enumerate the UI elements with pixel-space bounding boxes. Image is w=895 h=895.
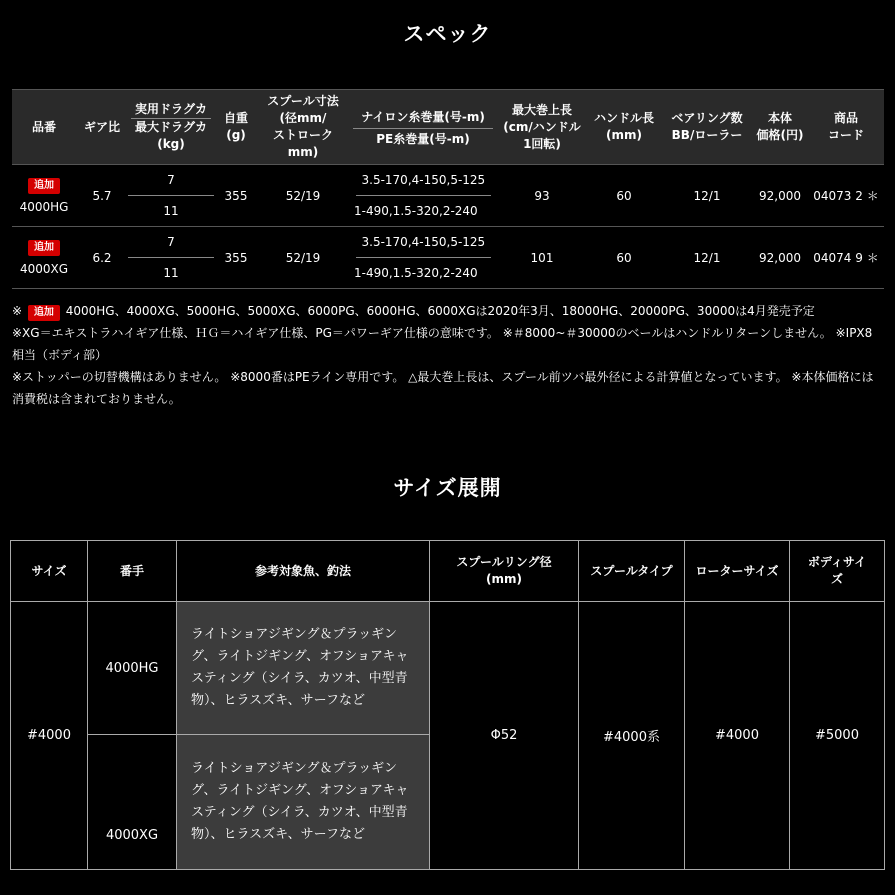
note-1-text: 4000HG、4000XG、5000HG、5000XG、6000PG、6000HG、6000XGは2020年3月、18000HG、20000PG、30000は4月発売予定 — [65, 304, 815, 318]
model-cell — [12, 227, 76, 288]
line-capacity — [348, 165, 498, 226]
pe-capacity: 1-490,1.5-320,2-240 — [354, 265, 478, 280]
weight: 355 — [224, 250, 248, 265]
number-4000hg: 4000HG — [88, 602, 177, 735]
header-drag-practical: 実用ドラグカ — [131, 101, 211, 119]
size-header-ring — [430, 541, 579, 602]
added-badge: 追加 — [28, 178, 60, 194]
note-3: ※ストッパーの切替機構はありません。 ※8000番はPEライン専用です。 △最大巻上長は、スプール前ツバ最外径による計算値となっています。 ※本体価格には消費税は含まれておりません。 — [12, 370, 874, 406]
size-header-number: 番手 — [88, 541, 177, 602]
spec-header-row — [12, 89, 884, 164]
drag-max: 11 — [163, 266, 179, 280]
spec-title: スペック — [403, 22, 492, 46]
size-header-ring-2: (mm) — [486, 572, 522, 586]
note-1 — [12, 300, 884, 322]
handle-length: 60 — [616, 250, 632, 265]
size-header-target: 参考対象魚、釣法 — [177, 541, 430, 602]
header-drag-max: 最大ドラグカ — [134, 120, 207, 134]
header-handle-2: (mm) — [606, 128, 642, 142]
product-code: 04073 2 ＊ — [813, 189, 879, 203]
header-handle-1: ハンドル長 — [593, 111, 654, 125]
header-pe: PE糸巻量(号-m) — [376, 131, 470, 146]
target-4000hg: ライトショアジギング＆プラッギング、ライトジギング、オフショアキャスティング（シイラ、カツオ、中型青物）、ヒラスズキ、サーフなど — [177, 602, 430, 735]
note-2: ※XG＝エキストラハイギア仕様、ＨＧ＝ハイギア仕様、PG＝パワーギア仕様の意味です。 ※＃8000~＃30000のベールはハンドルリターンしません。 ※IPX8相当（ボディ部） — [12, 326, 873, 362]
header-winding-2: (cm/ハンドル — [503, 119, 581, 134]
header-nylon: ナイロン糸巻量(号-m) — [353, 107, 493, 129]
target-4000xg: ライトショアジギング＆プラッギング、ライトジギング、オフショアキャスティング（シイラ、カツオ、中型青物）、ヒラスズキ、サーフなど — [177, 735, 430, 869]
spec-notes — [12, 300, 884, 410]
drag-max: 11 — [163, 204, 179, 218]
bearings: 12/1 — [693, 250, 721, 265]
header-winding-3: 1回転) — [523, 136, 561, 151]
note-1-prefix: ※ — [12, 304, 23, 318]
header-line — [348, 90, 498, 164]
model-name: 4000HG — [19, 199, 69, 214]
product-code: 04074 9 ＊ — [813, 251, 879, 265]
line-capacity — [348, 227, 498, 288]
size-header-size: サイズ — [11, 541, 88, 602]
winding-length: 93 — [534, 188, 550, 203]
handle-length: 60 — [616, 188, 632, 203]
gear-ratio: 5.7 — [92, 188, 112, 203]
number-4000xg: 4000XG — [88, 735, 177, 869]
header-handle — [586, 90, 662, 164]
model-cell — [12, 165, 76, 226]
size-header-rotor: ローターサイズ — [685, 541, 790, 602]
price: 92,000 — [759, 250, 801, 265]
header-spool-3: ストロークmm) — [272, 128, 333, 159]
drag-practical: 7 — [128, 165, 214, 196]
spec-row-4000hg — [12, 164, 884, 226]
drag-practical: 7 — [128, 227, 214, 258]
ring-diameter: Φ52 — [430, 602, 579, 869]
price: 92,000 — [759, 188, 801, 203]
header-price — [752, 90, 808, 164]
header-drag — [128, 90, 214, 164]
header-spool-1: スプール寸法 — [267, 94, 339, 108]
spec-row-4000xg — [12, 226, 884, 289]
spool-size: 52/19 — [285, 250, 321, 265]
header-weight — [214, 90, 258, 164]
header-winding — [498, 90, 586, 164]
header-code-2: コード — [827, 128, 864, 142]
header-weight-label: 自重 — [223, 111, 248, 125]
gear-ratio: 6.2 — [92, 250, 112, 265]
size-table — [10, 540, 885, 870]
size-header-body: ボディサイズ — [790, 541, 884, 602]
body-size: #5000 — [815, 728, 859, 743]
bearings: 12/1 — [693, 188, 721, 203]
header-bearing-1: ベアリング数 — [671, 111, 743, 125]
pe-capacity: 1-490,1.5-320,2-240 — [354, 203, 478, 218]
added-badge: 追加 — [28, 240, 60, 256]
rotor-size: #4000 — [685, 602, 790, 869]
winding-length: 101 — [530, 250, 554, 265]
added-badge: 追加 — [28, 305, 60, 321]
header-code — [808, 90, 884, 164]
header-gear: ギア比 — [83, 119, 120, 134]
nylon-capacity: 3.5-170,4-150,5-125 — [356, 227, 491, 258]
size-value: #4000 — [11, 602, 88, 869]
spec-table — [12, 89, 884, 289]
header-price-2: 価格(円) — [756, 128, 804, 142]
drag-cell — [128, 227, 214, 288]
nylon-capacity: 3.5-170,4-150,5-125 — [356, 165, 491, 196]
spool-size: 52/19 — [285, 188, 321, 203]
size-header-ring-1: スプールリング径 — [456, 555, 552, 569]
size-title: サイズ展開 — [393, 476, 502, 500]
header-code-1: 商品 — [833, 111, 858, 125]
drag-cell — [128, 165, 214, 226]
size-header-spool-type: スプールタイプ — [579, 541, 685, 602]
header-bearing — [662, 90, 752, 164]
header-price-1: 本体 — [767, 111, 792, 125]
spool-type: #4000系 — [579, 602, 685, 869]
header-spool — [258, 90, 348, 164]
header-weight-unit: (g) — [226, 128, 246, 142]
header-model: 品番 — [31, 119, 56, 134]
header-bearing-2: BB/ローラー — [671, 128, 743, 142]
header-spool-2: (径mm/ — [279, 111, 327, 125]
header-drag-unit: (kg) — [157, 137, 185, 151]
model-name: 4000XG — [19, 261, 69, 276]
weight: 355 — [224, 188, 248, 203]
header-winding-1: 最大巻上長 — [511, 102, 572, 117]
